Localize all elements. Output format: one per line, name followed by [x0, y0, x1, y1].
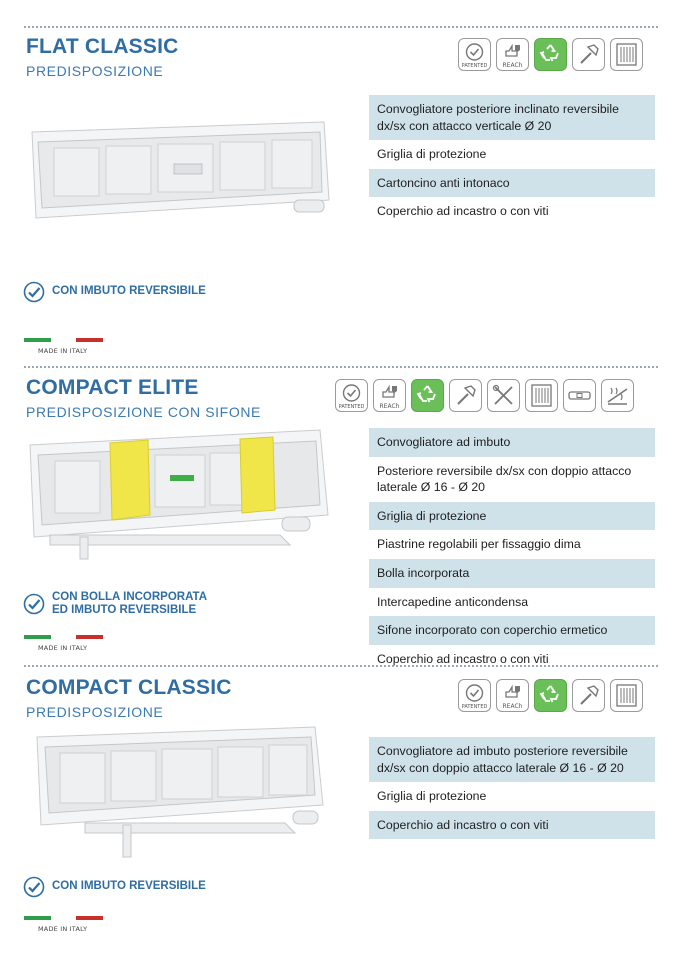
feature-item: Bolla incorporata	[369, 559, 655, 588]
hammer-icon	[572, 679, 605, 712]
made-in-italy-compact-classic	[24, 916, 103, 933]
made-in-italy-label: MADE IN ITALY	[38, 925, 88, 933]
heat-icon	[601, 379, 634, 412]
reach-label: REACh	[502, 62, 523, 69]
feature-list-compact-classic	[369, 737, 655, 839]
product-image-compact-elite	[20, 425, 340, 560]
feature-item: Griglia di protezione	[377, 147, 487, 162]
patented-label: PATENTED	[338, 404, 365, 410]
badge-flat-classic	[23, 281, 206, 303]
feature-item: Griglia di protezione	[369, 502, 655, 531]
grille-icon	[610, 38, 643, 71]
product-image-compact-classic	[25, 725, 335, 860]
grille-icon	[525, 379, 558, 412]
italy-flag-icon	[24, 635, 103, 639]
section-subtitle-compact-elite: PREDISPOSIZIONE CON SIFONE	[26, 404, 261, 420]
feature-item: Cartoncino anti intonaco	[369, 169, 655, 198]
badge-line: CON IMBUTO REVERSIBILE	[52, 880, 206, 893]
italy-flag-icon	[24, 916, 103, 920]
divider-top	[24, 26, 658, 28]
patented-label: PATENTED	[461, 704, 488, 710]
patented-label: PATENTED	[461, 63, 488, 69]
feature-item: Sifone incorporato con coperchio ermetico	[369, 616, 655, 645]
feature-icons-compact-classic	[458, 679, 643, 712]
patented-icon	[335, 379, 368, 412]
reach-label: REACh	[502, 703, 523, 710]
feature-item: Griglia di protezione	[377, 789, 487, 804]
feature-item: Convogliatore ad imbuto	[369, 428, 655, 457]
divider	[24, 366, 658, 368]
feature-list-compact-elite	[369, 428, 655, 673]
made-in-italy-label: MADE IN ITALY	[38, 347, 88, 355]
feature-item: Coperchio ad incastro o con viti	[377, 651, 549, 666]
section-title-compact-elite: COMPACT ELITE	[26, 376, 199, 399]
badge-text	[52, 591, 207, 617]
section-subtitle-flat-classic: PREDISPOSIZIONE	[26, 63, 164, 79]
feature-icons-compact-elite	[335, 379, 634, 412]
feature-item: Convogliatore posteriore inclinato reversibile dx/sx con attacco verticale Ø 20	[369, 95, 655, 140]
tools-icon	[487, 379, 520, 412]
badge-text	[52, 285, 206, 298]
reach-icon	[496, 38, 529, 71]
feature-item: Coperchio ad incastro o con viti	[369, 811, 655, 840]
made-in-italy-flat-classic	[24, 338, 103, 355]
recycle-icon	[411, 379, 444, 412]
recycle-icon	[534, 679, 567, 712]
grille-icon	[610, 679, 643, 712]
reach-icon	[373, 379, 406, 412]
feature-item: Intercapedine anticondensa	[377, 594, 529, 609]
italy-flag-icon	[24, 338, 103, 342]
hammer-icon	[449, 379, 482, 412]
check-circle-icon	[23, 876, 45, 898]
made-in-italy-label: MADE IN ITALY	[38, 644, 88, 652]
made-in-italy-compact-elite	[24, 635, 103, 652]
section-subtitle-compact-classic: PREDISPOSIZIONE	[26, 704, 164, 720]
feature-item: Posteriore reversibile dx/sx con doppio attacco laterale Ø 16 - Ø 20	[377, 463, 632, 495]
check-circle-icon	[23, 593, 45, 615]
badge-line: CON BOLLA INCORPORATA	[52, 591, 208, 603]
feature-icons-flat-classic	[458, 38, 643, 71]
check-circle-icon	[23, 281, 45, 303]
feature-item: Convogliatore ad imbuto posteriore reversibile dx/sx con doppio attacco laterale Ø 16 - Ø 20	[369, 737, 655, 782]
product-image-flat-classic	[24, 120, 334, 220]
level-icon	[563, 379, 596, 412]
badge-text	[52, 880, 206, 893]
patented-icon	[458, 38, 491, 71]
feature-item: Coperchio ad incastro o con viti	[377, 204, 549, 219]
hammer-icon	[572, 38, 605, 71]
recycle-icon	[534, 38, 567, 71]
reach-icon	[496, 679, 529, 712]
badge-line: ED IMBUTO REVERSIBILE	[52, 604, 197, 617]
section-title-flat-classic: FLAT CLASSIC	[26, 35, 179, 58]
patented-icon	[458, 679, 491, 712]
section-title-compact-classic: COMPACT CLASSIC	[26, 676, 232, 699]
reach-label: REACh	[379, 403, 400, 410]
badge-compact-elite	[23, 591, 207, 617]
divider	[24, 665, 658, 667]
feature-item: Piastrine regolabili per fissaggio dima	[377, 537, 581, 552]
badge-line: CON IMBUTO REVERSIBILE	[52, 285, 206, 298]
badge-compact-classic	[23, 876, 206, 898]
feature-list-flat-classic	[369, 95, 655, 226]
